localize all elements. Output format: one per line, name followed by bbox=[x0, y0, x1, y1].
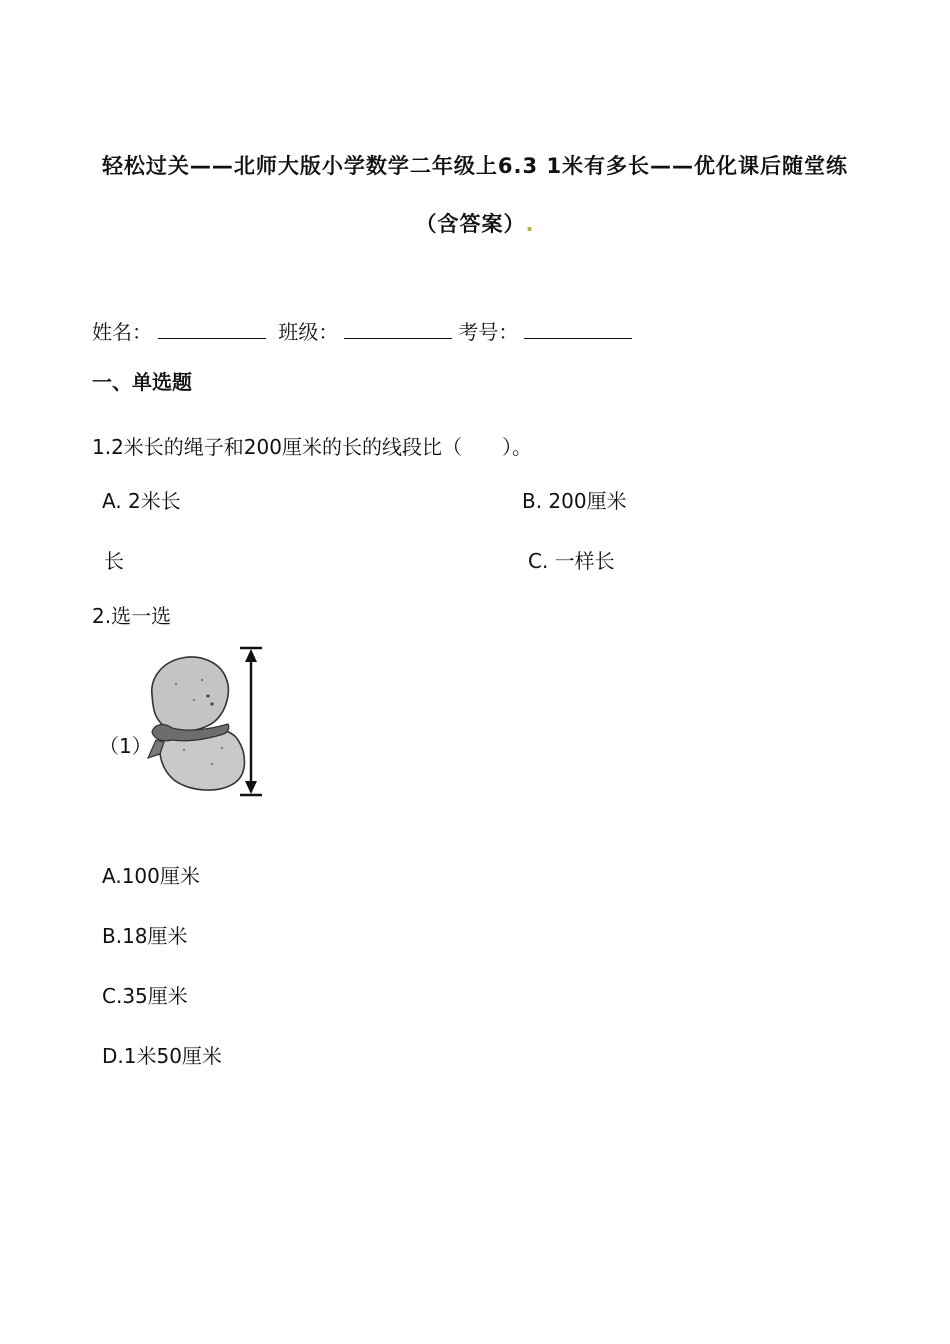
class-blank[interactable] bbox=[344, 322, 452, 339]
student-info-row bbox=[92, 316, 638, 345]
section-heading: 一、单选题 bbox=[92, 370, 192, 394]
q2-option-c: C.35厘米 bbox=[102, 984, 188, 1008]
name-label: 姓名： bbox=[92, 320, 152, 344]
snowman-figure-icon bbox=[142, 640, 272, 805]
id-label: 考号： bbox=[458, 320, 519, 344]
title-dot: . bbox=[525, 212, 535, 236]
q2-option-b: B.18厘米 bbox=[102, 924, 188, 948]
q2-option-d: D.1米50厘米 bbox=[102, 1044, 222, 1068]
q1-option-c: C. 一样长 bbox=[528, 549, 615, 573]
q1-option-b: B. 200厘米 bbox=[522, 489, 627, 513]
title-line-2: （含答案） bbox=[415, 212, 526, 236]
q2-option-a: A.100厘米 bbox=[102, 864, 200, 888]
class-label: 班级： bbox=[278, 320, 339, 344]
name-blank[interactable] bbox=[158, 322, 266, 339]
q1-option-b-wrap: 长 bbox=[104, 549, 124, 573]
q1-option-a: A. 2米长 bbox=[102, 489, 181, 513]
q1-stem: 1.2米长的绳子和200厘米的长的线段比（ ）。 bbox=[92, 435, 532, 459]
id-blank[interactable] bbox=[524, 322, 632, 339]
q2-stem: 2.选一选 bbox=[92, 604, 172, 628]
title-line-1: 轻松过关——北师大版小学数学二年级上6.3 1米有多长——优化课后随堂练 bbox=[101, 154, 849, 178]
q2-sub-label: （1） bbox=[99, 734, 152, 758]
